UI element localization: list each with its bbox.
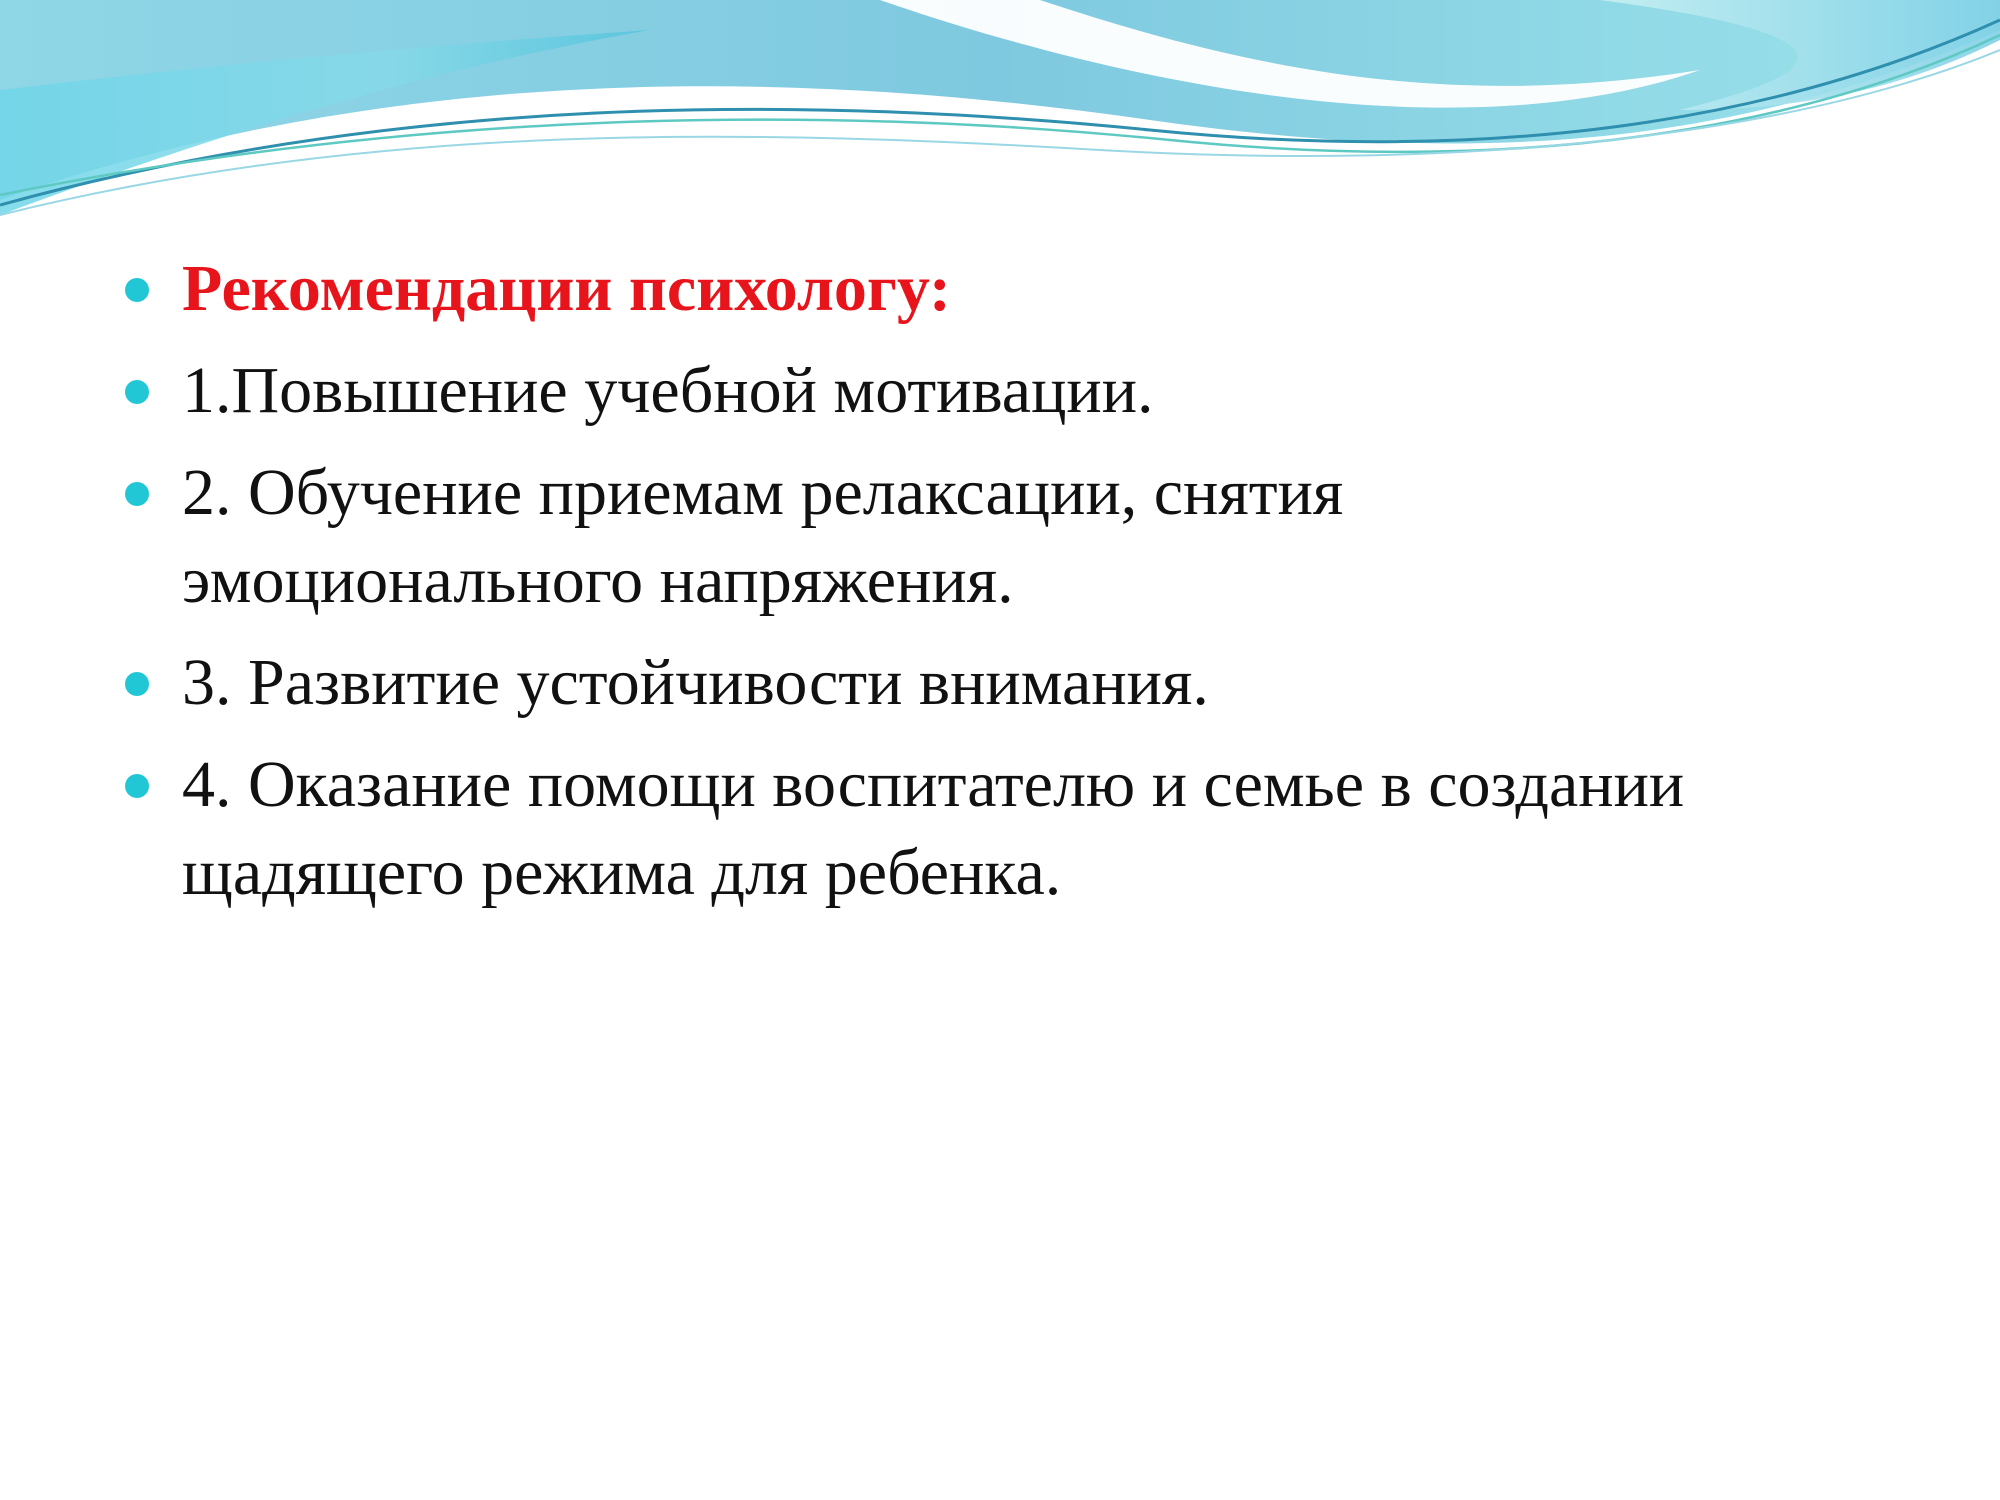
recommendations-list <box>125 245 1725 931</box>
list-item-text: 2. Обучение приемам релаксации, снятия эмоционального напряжения. <box>182 456 1344 617</box>
list-item-text: 1.Повышение учебной мотивации. <box>182 354 1154 427</box>
bullet-icon <box>125 278 149 302</box>
list-item-heading <box>125 245 1725 333</box>
bullet-icon <box>125 672 149 696</box>
wave-header-decoration <box>0 0 2000 240</box>
list-item-text: 4. Оказание помощи воспитателю и семье в создании щадящего режима для ребенка. <box>182 748 1685 909</box>
bullet-icon <box>125 774 149 798</box>
list-item-text: 3. Развитие устойчивости внимания. <box>182 646 1209 719</box>
list-item <box>125 639 1725 727</box>
list-item <box>125 347 1725 435</box>
list-item <box>125 741 1725 917</box>
recommendations-heading: Рекомендации психологу: <box>182 252 951 325</box>
bullet-icon <box>125 482 149 506</box>
list-item <box>125 449 1725 625</box>
bullet-icon <box>125 380 149 404</box>
